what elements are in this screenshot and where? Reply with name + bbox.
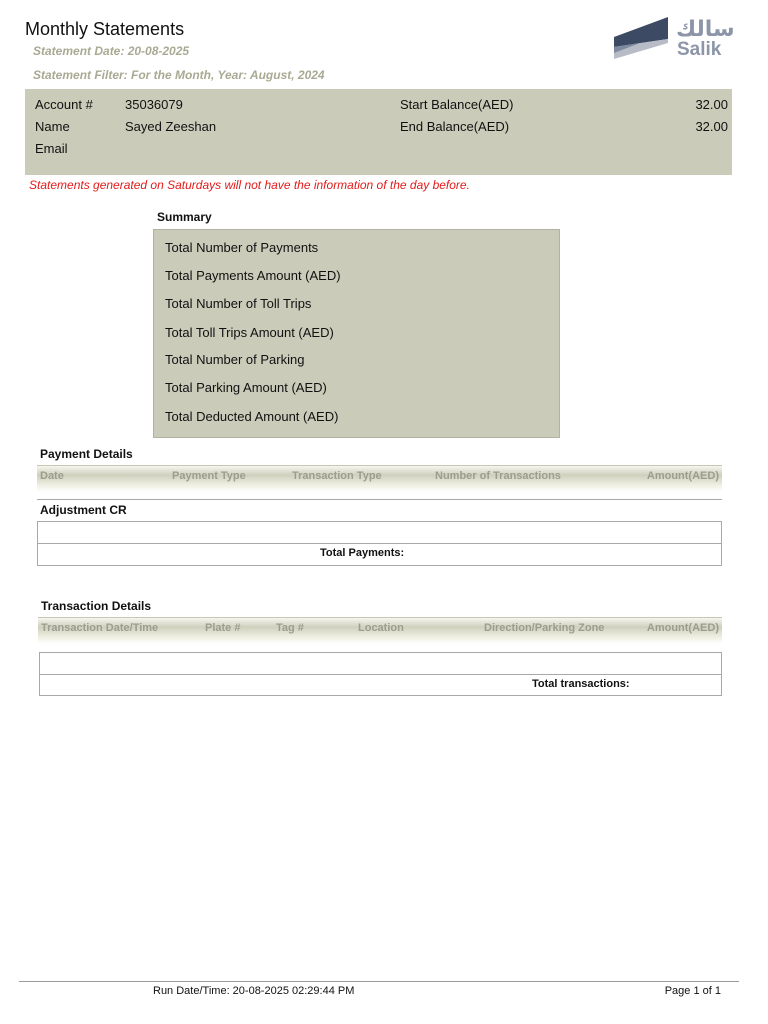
column-header-plate: Plate # bbox=[205, 622, 241, 634]
column-header-amount: Amount(AED) bbox=[646, 470, 719, 482]
payment-total-row bbox=[37, 543, 722, 566]
end-balance-label: End Balance(AED) bbox=[400, 119, 510, 134]
salik-logo-icon bbox=[612, 17, 668, 59]
divider bbox=[37, 499, 722, 500]
summary-row: Total Number of Payments bbox=[165, 240, 319, 255]
transaction-empty-row bbox=[39, 652, 722, 675]
logo-english-text: Salik bbox=[677, 39, 722, 60]
summary-panel bbox=[153, 229, 560, 438]
transaction-table-header bbox=[38, 617, 722, 644]
name-value: Sayed Zeeshan bbox=[125, 119, 217, 134]
summary-row: Total Number of Toll Trips bbox=[165, 296, 312, 311]
payment-table-header bbox=[37, 465, 722, 492]
summary-row: Total Parking Amount (AED) bbox=[165, 380, 327, 395]
total-payments-label: Total Payments: bbox=[320, 547, 405, 559]
logo-arabic-text: سالك bbox=[676, 16, 735, 41]
page-number: Page 1 of 1 bbox=[664, 985, 721, 997]
summary-row: Total Number of Parking bbox=[165, 352, 305, 367]
footer-divider bbox=[19, 981, 739, 982]
summary-title: Summary bbox=[157, 210, 212, 224]
summary-row: Total Toll Trips Amount (AED) bbox=[165, 325, 334, 340]
page-title: Monthly Statements bbox=[25, 19, 185, 39]
run-datetime: Run Date/Time: 20-08-2025 02:29:44 PM bbox=[153, 985, 355, 997]
column-header-payment-type: Payment Type bbox=[172, 470, 246, 482]
name-label: Name bbox=[35, 119, 70, 134]
column-header-tag: Tag # bbox=[276, 622, 304, 634]
column-header-date: Date bbox=[40, 470, 64, 482]
account-info-panel bbox=[25, 89, 732, 175]
account-number-value: 35036079 bbox=[125, 97, 183, 112]
end-balance-value: 32.00 bbox=[695, 119, 728, 134]
payment-details-title: Payment Details bbox=[40, 447, 133, 461]
account-number-label: Account # bbox=[35, 97, 93, 112]
statement-date: Statement Date: 20-08-2025 bbox=[33, 44, 190, 58]
summary-row: Total Deducted Amount (AED) bbox=[165, 409, 339, 424]
column-header-amount: Amount(AED) bbox=[646, 622, 719, 634]
column-header-location: Location bbox=[358, 622, 404, 634]
transaction-total-row bbox=[39, 674, 722, 696]
column-header-transaction-datetime: Transaction Date/Time bbox=[41, 622, 159, 634]
start-balance-value: 32.00 bbox=[695, 97, 728, 112]
email-label: Email bbox=[35, 141, 68, 156]
adjustment-cr-title: Adjustment CR bbox=[40, 503, 127, 517]
transaction-details-title: Transaction Details bbox=[41, 599, 152, 613]
payment-empty-row bbox=[37, 521, 722, 544]
column-header-direction-parking-zone: Direction/Parking Zone bbox=[484, 622, 605, 634]
summary-row: Total Payments Amount (AED) bbox=[165, 268, 341, 283]
column-header-number-of-transactions: Number of Transactions bbox=[435, 470, 561, 482]
start-balance-label: Start Balance(AED) bbox=[400, 97, 514, 112]
saturday-notice: Statements generated on Saturdays will not have the information of the day before. bbox=[29, 178, 470, 192]
column-header-transaction-type: Transaction Type bbox=[292, 470, 382, 482]
total-transactions-label: Total transactions: bbox=[532, 678, 630, 690]
statement-filter: Statement Filter: For the Month, Year: August, 2024 bbox=[33, 68, 325, 82]
